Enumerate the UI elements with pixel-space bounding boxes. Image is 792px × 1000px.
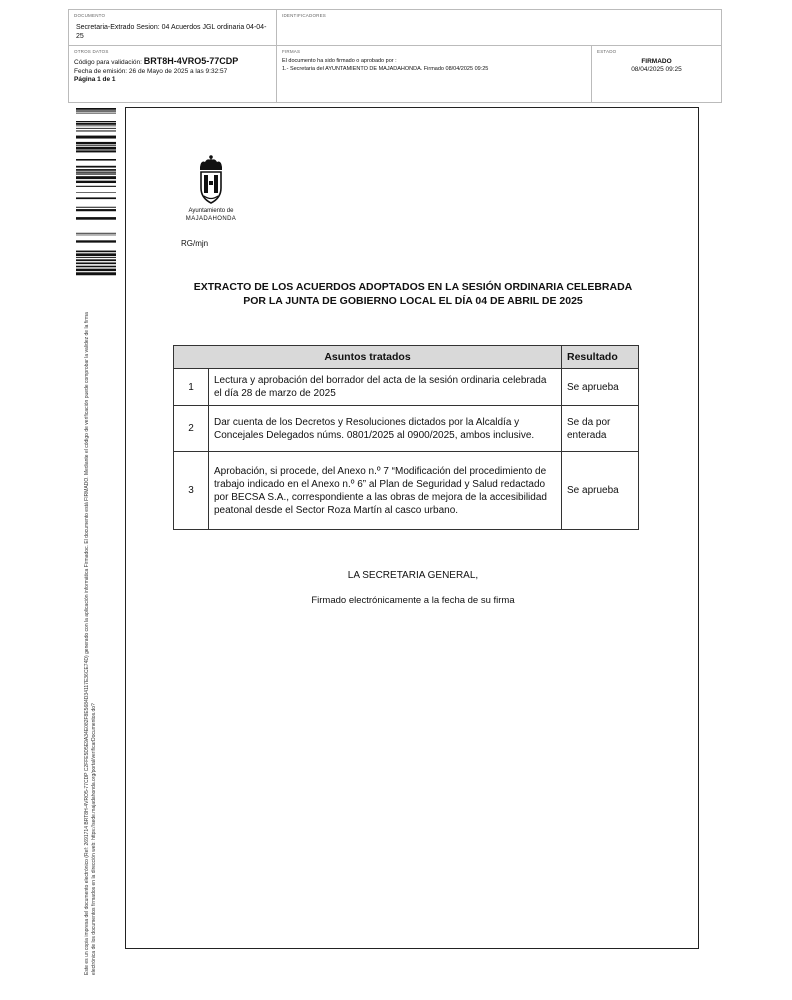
barcode-bar [76, 240, 116, 242]
identificadores-label: IDENTIFICADORES [282, 13, 327, 18]
barcode-bar [76, 126, 116, 127]
logo-line-1: Ayuntamiento de [188, 208, 234, 214]
barcode-bar [76, 197, 116, 199]
estado-cell [592, 46, 721, 102]
col-asuntos-header: Asuntos tratados [174, 346, 562, 369]
barcode-bar [76, 166, 116, 168]
barcode-bar [76, 108, 116, 110]
barcode-bar [76, 142, 116, 144]
documento-cell [69, 10, 277, 46]
barcode-bar [76, 169, 116, 171]
barcode-bar [76, 147, 116, 150]
identificadores-cell [277, 10, 721, 46]
emission-date: Fecha de emisión: 26 de Mayo de 2025 a las 9:32:57 [74, 67, 228, 75]
estado-date: 08/04/2025 09:25 [631, 66, 682, 73]
barcode-bar [76, 269, 116, 271]
coat-of-arms-icon [176, 154, 246, 206]
document-page [125, 107, 699, 949]
logo-line-2: MAJADAHONDA [185, 216, 237, 222]
otros-datos-cell [69, 46, 277, 102]
barcode-bar [76, 130, 116, 131]
document-title [156, 280, 670, 308]
row-resultado: Se aprueba [562, 452, 639, 530]
documento-value: Secretaria-Extrado Sesion: 04 Acuerdos JGL ordinaria 04-04-25 [76, 24, 267, 40]
barcode-bar [76, 136, 116, 139]
row-asunto: Dar cuenta de los Decretos y Resoluciones dictados por la Alcaldía y Concejales Delegados núms. 0801/2025 al 0900/2025, ambos inclusive. [209, 406, 562, 452]
validation-code-prefix: Código para validación: [74, 59, 142, 66]
row-number: 3 [174, 452, 209, 530]
title-line-1: EXTRACTO DE LOS ACUERDOS ADOPTADOS EN LA SESIÓN ORDINARIA CELEBRADA [193, 281, 633, 293]
barcode-bar [76, 262, 116, 264]
document-header [68, 9, 722, 103]
barcode-bar [76, 186, 116, 187]
barcode-bar [76, 272, 116, 275]
verification-side-note: Este es un copia impresa del documento electrónico (Ref: 2691714 BRT8H-4VRO5-77CDP C2FFE5D5E9A34E082F8E5684D34117E36CE74D) generado con la aplicación informática Firmadoc. El documento está FIRMADO. Mediante el código de verificación puede comprobar la validez de la firma electrónica de los documentos firmados en la dirección web: https://sede.majadahonda.org/portal/verificarDocumentos.do? [84, 312, 97, 975]
row-number: 2 [174, 406, 209, 452]
barcode-bar [76, 251, 116, 253]
page-count: Página 1 de 1 [74, 76, 116, 83]
barcode-bar [76, 128, 116, 129]
firmas-label: FIRMAS [282, 49, 301, 54]
firmas-intro: El documento ha sido firmado o aprobado por : [282, 58, 397, 64]
row-asunto: Lectura y aprobación del borrador del acta de la sesión ordinaria celebrada el día 28 de marzo de 2025 [209, 369, 562, 406]
validation-code-line [74, 57, 271, 68]
barcode-bar [76, 121, 116, 122]
barcode-bar [76, 123, 116, 125]
barcode-bar [76, 173, 116, 174]
row-asunto: Aprobación, si procede, del Anexo n.º 7 “Modificación del procedimiento de trabajo indicado en el Anexo n.º 6” al Plan de Seguridad y Salud redactado por BECSA S.A., correspondiente a las obras de mejora de la accesibilidad peatonal desde el Sector Roza Martín al casco urbano. [209, 452, 562, 530]
reference-initials: RG/mjn [181, 239, 209, 248]
barcode-bar [76, 113, 116, 114]
barcode-bar [76, 176, 116, 179]
barcode-bar [76, 172, 116, 173]
table-header-row [174, 346, 639, 369]
validation-code: BRT8H-4VRO5-77CDP [143, 56, 239, 66]
barcode-bar [76, 253, 116, 256]
signature-title: LA SECRETARIA GENERAL, [347, 570, 479, 581]
estado-label: ESTADO [597, 49, 617, 54]
barcode-bar [76, 266, 116, 268]
table-row [174, 452, 639, 530]
title-line-2: POR LA JUNTA DE GOBIERNO LOCAL EL DÍA 04 DE ABRIL DE 2025 [243, 295, 583, 307]
barcode-bar [76, 233, 116, 234]
majadahonda-logo [176, 154, 246, 228]
barcode-bar [76, 159, 116, 161]
firmas-cell [277, 46, 592, 102]
agenda-table [173, 345, 639, 530]
row-number: 1 [174, 369, 209, 406]
barcode-bar [76, 145, 116, 146]
row-resultado: Se da por enterada [562, 406, 639, 452]
barcode-bar [76, 207, 116, 208]
barcode-bar [76, 235, 116, 236]
barcode-bar [76, 192, 116, 193]
firmas-line: 1.- Secretaria del AYUNTAMIENTO DE MAJADAHONDA. Firmado 08/04/2025 09:25 [282, 66, 489, 72]
barcode-bar [76, 181, 116, 183]
barcode-bar [76, 110, 116, 111]
otros-datos-label: OTROS DATOS [74, 49, 109, 54]
barcode-bar [76, 259, 116, 261]
signature-note: Firmado electrónicamente a la fecha de su firma [311, 595, 515, 606]
col-resultado-header: Resultado [562, 346, 639, 369]
documento-label: DOCUMENTO [74, 13, 106, 18]
table-row [174, 406, 639, 452]
barcode-icon [76, 108, 116, 276]
barcode-bar [76, 150, 116, 152]
barcode-bar [76, 217, 116, 220]
barcode-bar [76, 209, 116, 211]
row-resultado: Se aprueba [562, 369, 639, 406]
table-row [174, 369, 639, 406]
estado-value: FIRMADO [641, 58, 672, 65]
barcode-bar [76, 257, 116, 258]
